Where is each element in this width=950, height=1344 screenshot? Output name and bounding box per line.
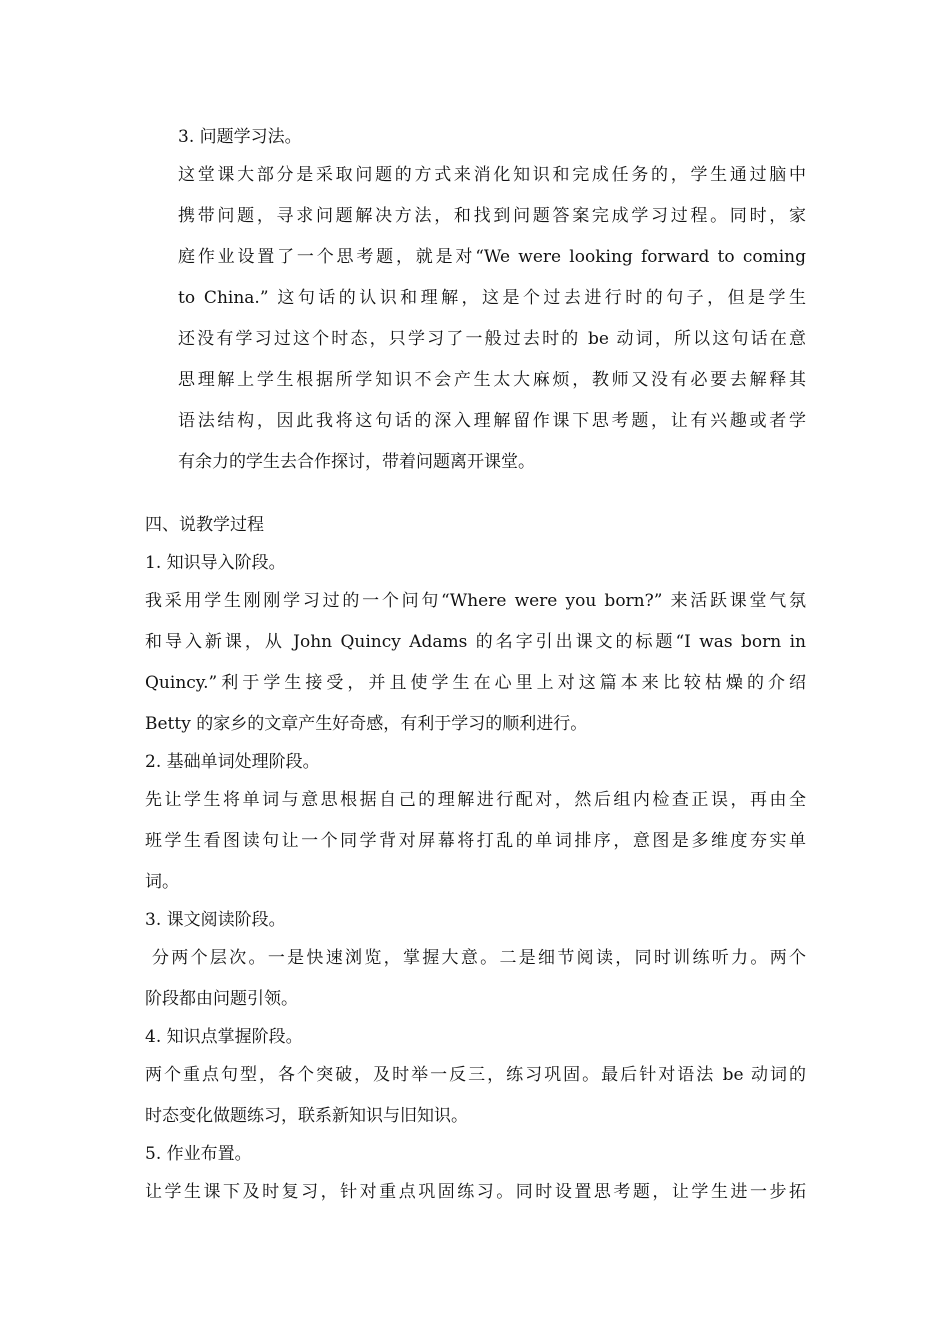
stage4-line: 两个重点句型，各个突破，及时举一反三，练习巩固。最后针对语法 be 动词的: [145, 1065, 806, 1085]
section3-line: 这堂课大部分是采取问题的方式来消化知识和完成任务的，学生通过脑中: [178, 165, 806, 185]
section3-line: 思理解上学生根据所学知识不会产生太大麻烦，教师又没有必要去解释其: [178, 370, 806, 390]
stage5-heading: 5. 作业布置。: [145, 1144, 252, 1164]
section3-heading: 3. 问题学习法。: [178, 127, 302, 147]
stage2-line: 先让学生将单词与意思根据自己的理解进行配对，然后组内检查正误，再由全: [145, 790, 806, 810]
section3-line: 携带问题，寻求问题解决方法，和找到问题答案完成学习过程。同时，家: [178, 206, 806, 226]
stage4-line: 时态变化做题练习，联系新知识与旧知识。: [145, 1106, 468, 1126]
stage2-line: 词。: [145, 872, 179, 892]
stage3-heading: 3. 课文阅读阶段。: [145, 910, 286, 930]
stage1-line: 我采用学生刚刚学习过的一个问句“Where were you born?” 来活跃课堂气氛: [145, 591, 806, 611]
section3-line: 还没有学习过这个时态，只学习了一般过去时的 be 动词，所以这句话在意: [178, 329, 806, 349]
stage1-heading: 1. 知识导入阶段。: [145, 553, 286, 573]
stage3-line: 阶段都由问题引领。: [145, 989, 298, 1009]
section3-line: 语法结构，因此我将这句话的深入理解留作课下思考题，让有兴趣或者学: [178, 411, 806, 431]
section3-line: to China.” 这句话的认识和理解，这是个过去进行时的句子，但是学生: [178, 288, 806, 308]
stage4-heading: 4. 知识点掌握阶段。: [145, 1027, 303, 1047]
section3-line: 庭作业设置了一个思考题，就是对“We were looking forward to coming: [178, 247, 806, 267]
stage1-line: 和导入新课，从 John Quincy Adams 的名字引出课文的标题“I was born in: [145, 632, 806, 652]
stage5-line: 让学生课下及时复习，针对重点巩固练习。同时设置思考题，让学生进一步拓: [145, 1182, 806, 1202]
stage3-line: 分两个层次。一是快速浏览，掌握大意。二是细节阅读，同时训练听力。两个: [152, 948, 806, 968]
stage1-line: Betty 的家乡的文章产生好奇感，有利于学习的顺利进行。: [145, 714, 588, 734]
stage1-line: Quincy.”利于学生接受，并且使学生在心里上对这篇本来比较枯燥的介绍: [145, 673, 806, 693]
section3-line: 有余力的学生去合作探讨，带着问题离开课堂。: [178, 452, 535, 472]
stage2-heading: 2. 基础单词处理阶段。: [145, 752, 320, 772]
stage2-line: 班学生看图读句让一个同学背对屏幕将打乱的单词排序，意图是多维度夯实单: [145, 831, 806, 851]
section4-title: 四、说教学过程: [145, 515, 264, 535]
